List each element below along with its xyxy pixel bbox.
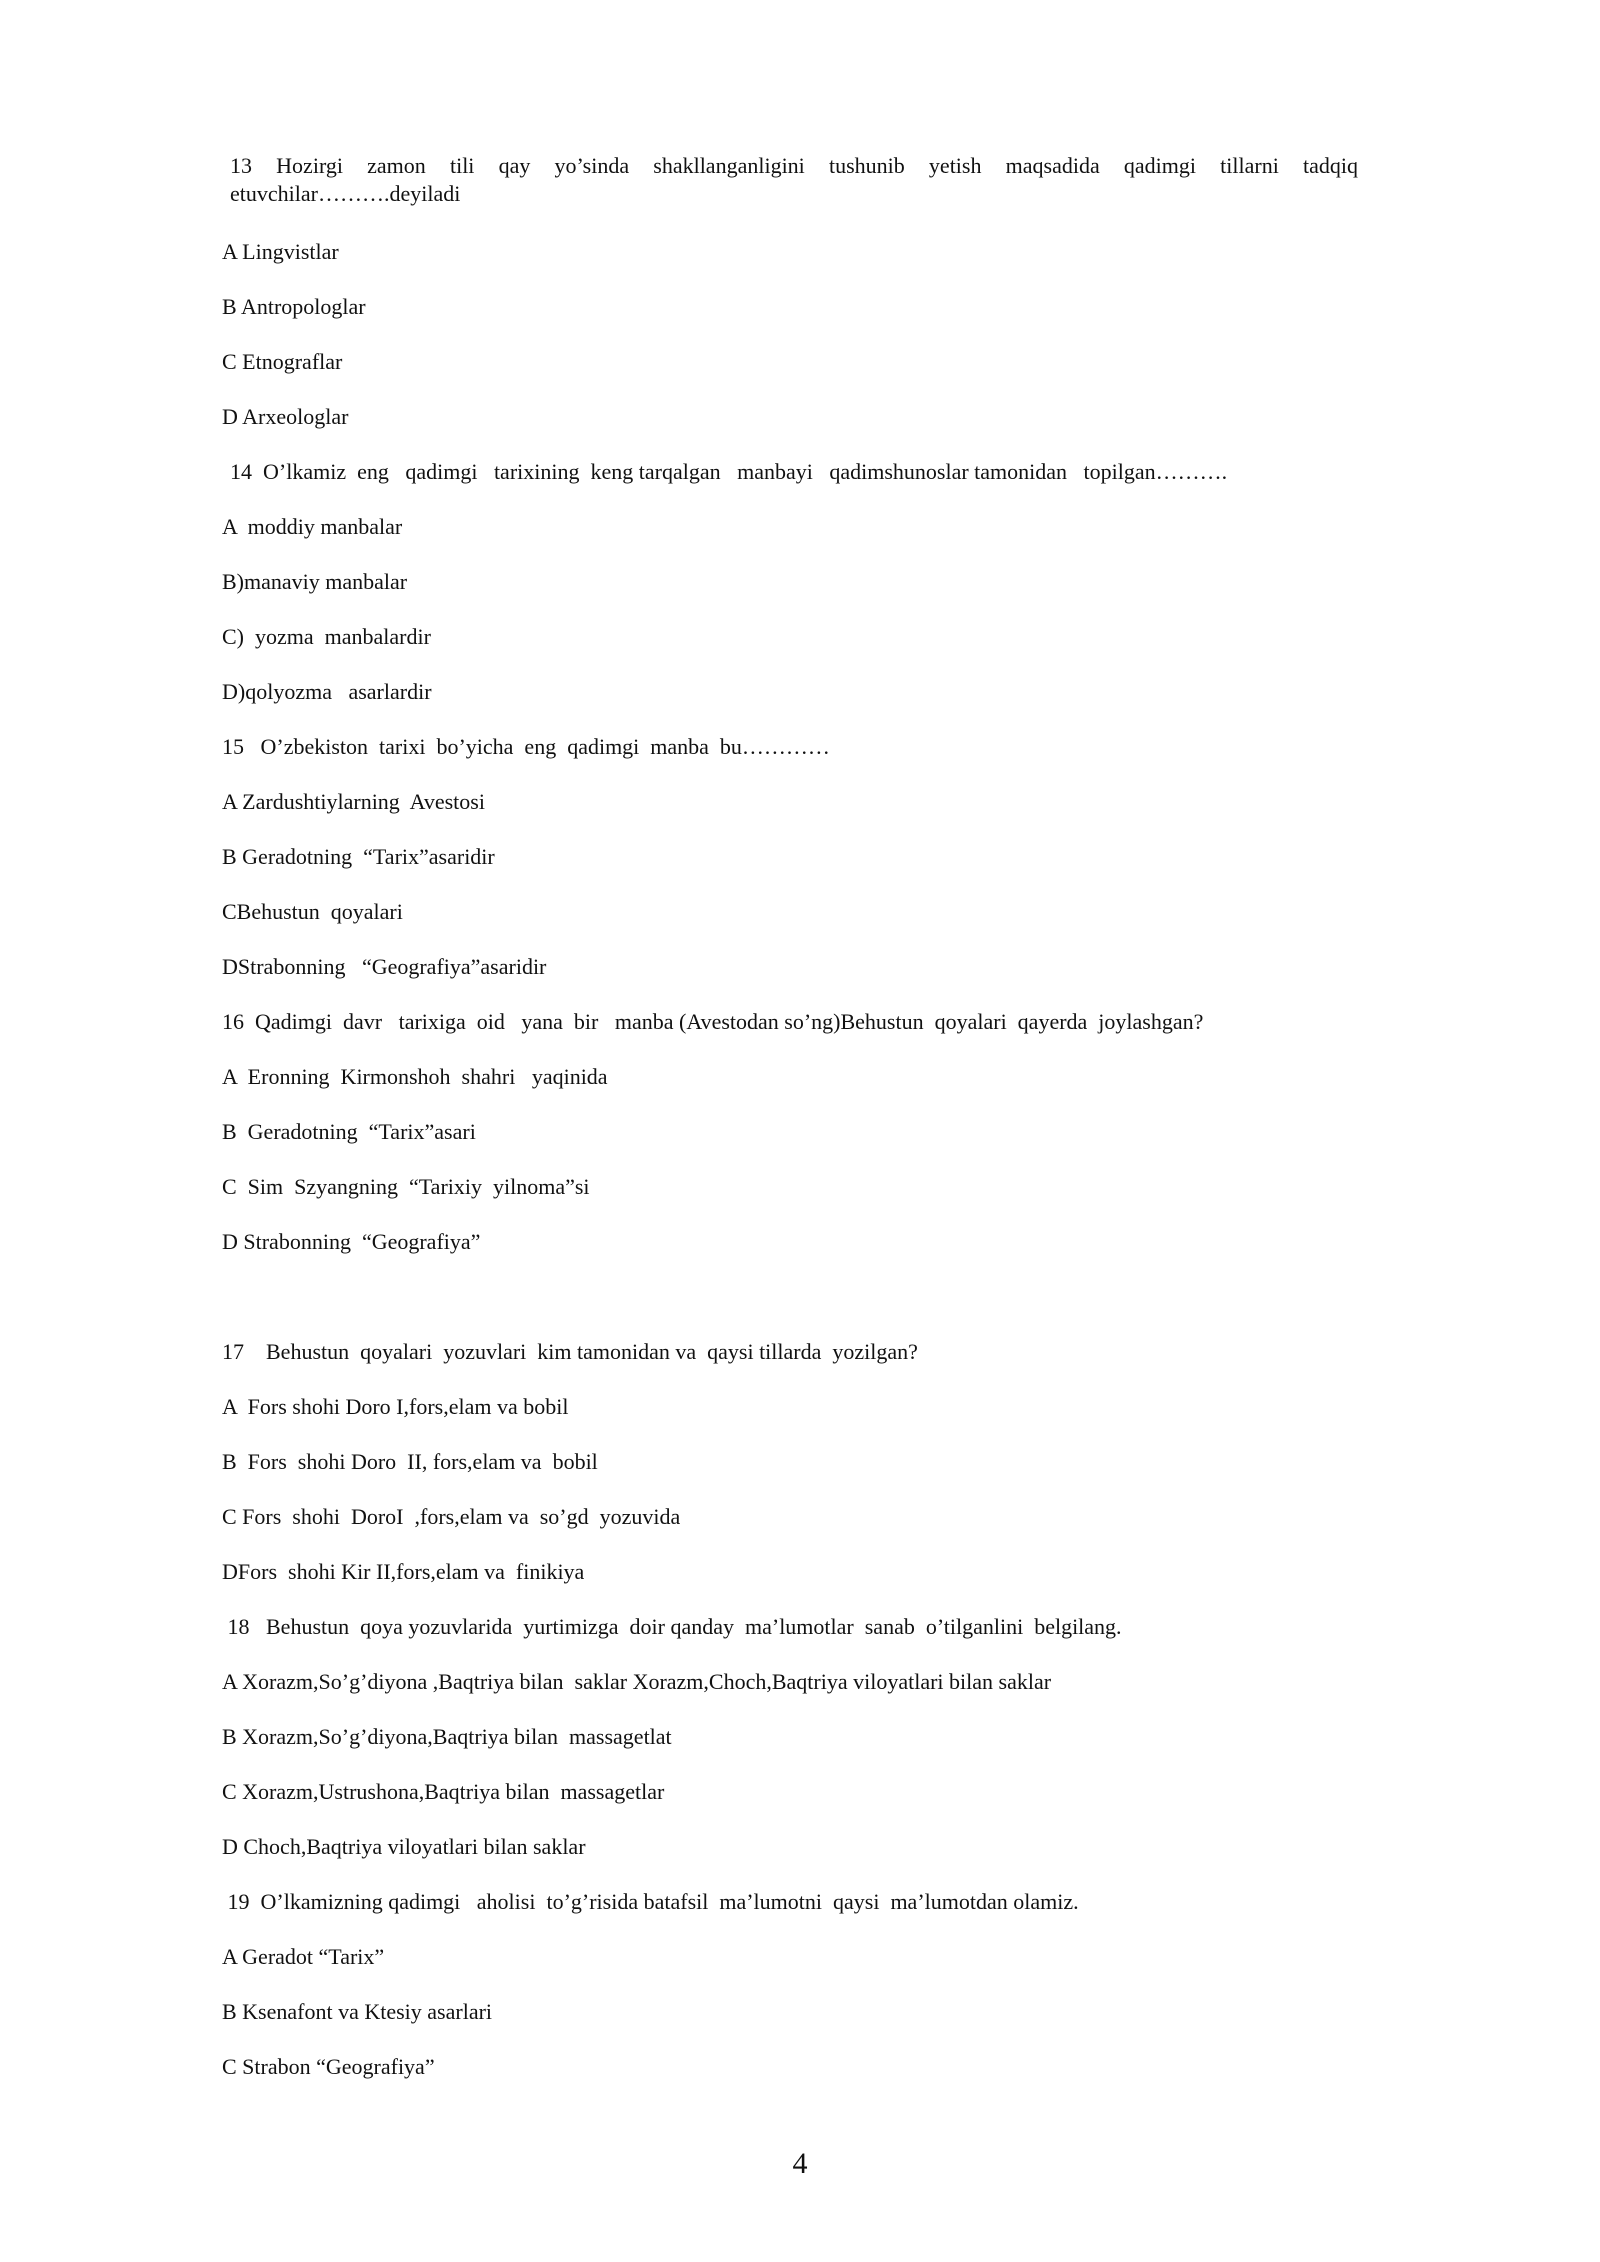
question-18-option-a: A Xorazm,So’g’diyona ,Baqtriya bilan saklar Xorazm,Choch,Baqtriya viloyatlari bilan saklar [222, 1669, 1052, 1694]
question-15-option-a: A Zardushtiylarning Avestosi [222, 789, 485, 814]
question-19-option-b: B Ksenafont va Ktesiy asarlari [222, 1999, 493, 2024]
question-17-option-c: C Fors shohi DoroI ,fors,elam va so’gd yozuvida [222, 1504, 681, 1529]
question-15-option-c: CBehustun qoyalari [222, 899, 403, 924]
question-16-option-b: B Geradotning “Tarix”asari [222, 1119, 476, 1144]
question-16-option-c: C Sim Szyangning “Tarixiy yilnoma”si [222, 1174, 590, 1199]
question-19-option-c: C Strabon “Geografiya” [222, 2054, 435, 2079]
question-14-option-d: D)qolyozma asarlardir [222, 679, 432, 704]
question-14-option-b: B)manaviy manbalar [222, 569, 408, 594]
question-13-option-a: A Lingvistlar [222, 239, 339, 264]
question-13-option-d: D Arxeologlar [222, 404, 349, 429]
question-14-option-c: C) yozma manbalardir [222, 624, 431, 649]
question-18-option-d: D Choch,Baqtriya viloyatlari bilan saklar [222, 1834, 586, 1859]
question-16-option-d: D Strabonning “Geografiya” [222, 1229, 481, 1254]
question-17-text: 17 Behustun qoyalari yozuvlari kim tamonidan va qaysi tillarda yozilgan? [222, 1339, 918, 1364]
question-16-option-a: A Eronning Kirmonshoh shahri yaqinida [222, 1064, 608, 1089]
question-15-text: 15 O’zbekiston tarixi bo’yicha eng qadimgi manba bu………… [222, 734, 830, 759]
question-17-option-a: A Fors shohi Doro I,fors,elam va bobil [222, 1394, 569, 1419]
question-19-option-a: A Geradot “Tarix” [222, 1944, 385, 1969]
question-15-option-d: DStrabonning “Geografiya”asaridir [222, 954, 547, 979]
question-18-option-c: C Xorazm,Ustrushona,Baqtriya bilan massagetlar [222, 1779, 665, 1804]
question-13-option-c: C Etnograflar [222, 349, 343, 374]
question-16-text: 16 Qadimgi davr tarixiga oid yana bir manba (Avestodan so’ng)Behustun qoyalari qayerda joylashgan? [222, 1009, 1204, 1034]
question-13-option-b: B Antropologlar [222, 294, 366, 319]
question-18-text: 18 Behustun qoya yozuvlarida yurtimizga doir qanday ma’lumotlar sanab o’tilganlini belgilang. [222, 1614, 1122, 1639]
question-14-option-a: A moddiy manbalar [222, 514, 403, 539]
question-17-option-b: B Fors shohi Doro II, fors,elam va bobil [222, 1449, 598, 1474]
question-13-text: 13 Hozirgi zamon tili qay yo’sinda shakllanganligini tushunib yetish maqsadida qadimgi tillarni tadqiq etuvchilar……….deyiladi [230, 153, 1358, 206]
question-15-option-b: B Geradotning “Tarix”asaridir [222, 844, 495, 869]
question-19-text: 19 O’lkamizning qadimgi aholisi to’g’risida batafsil ma’lumotni qaysi ma’lumotdan olamiz. [222, 1889, 1079, 1914]
question-17-option-d: DFors shohi Kir II,fors,elam va finikiya [222, 1559, 585, 1584]
page-number: 4 [792, 2147, 808, 2180]
question-14-text: 14 O’lkamiz eng qadimgi tarixining keng tarqalgan manbayi qadimshunoslar tamonidan topilgan………. [230, 459, 1228, 484]
question-18-option-b: B Xorazm,So’g’diyona,Baqtriya bilan massagetlat [222, 1724, 672, 1749]
